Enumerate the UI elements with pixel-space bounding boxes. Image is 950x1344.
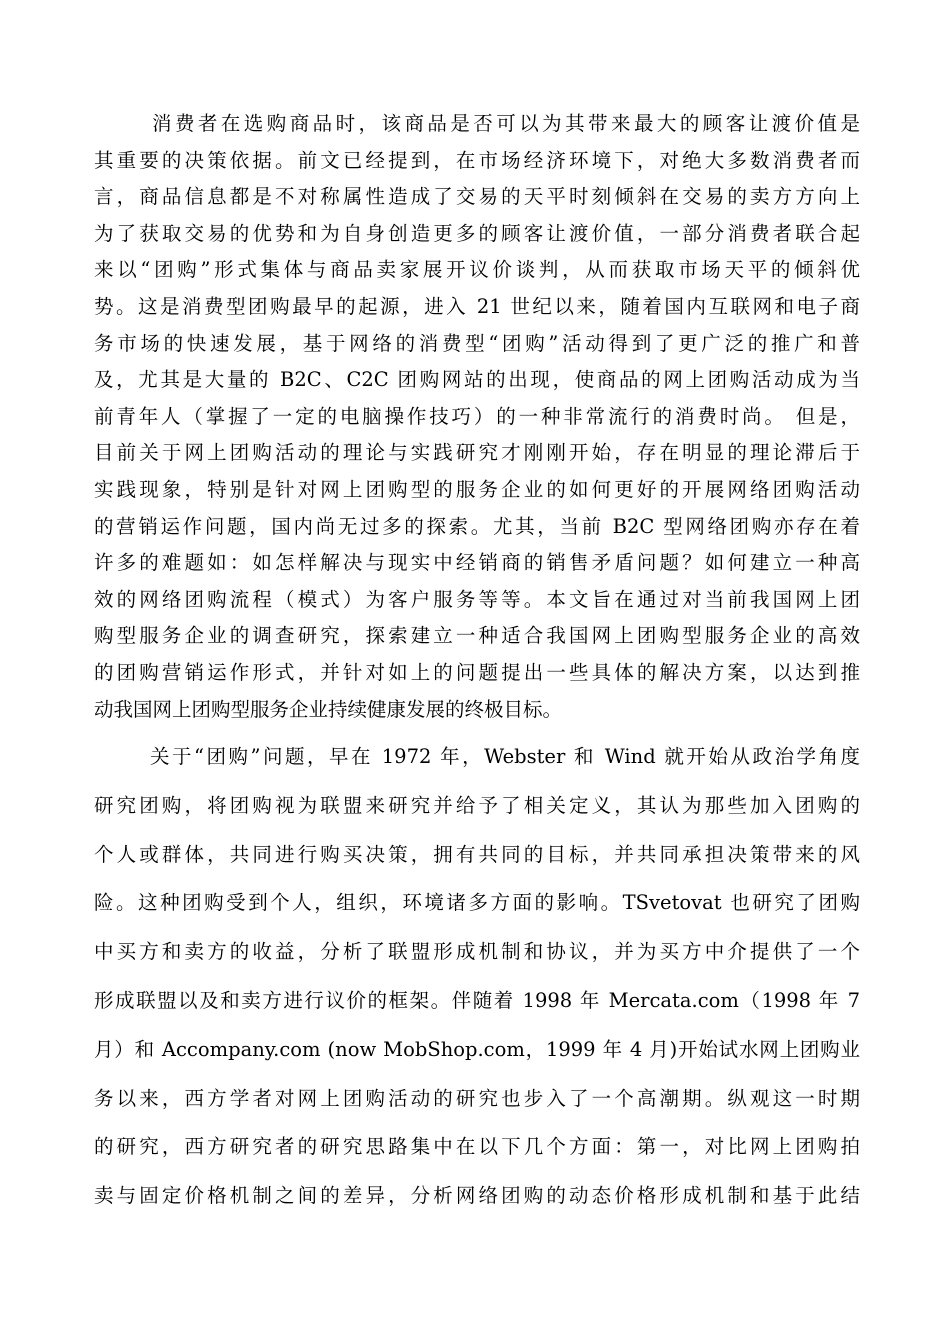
text-line: 研究团购，将团购视为联盟来研究并给予了相关定义，其认为那些加入团购的 — [94, 793, 860, 817]
text-line: 个人或群体，共同进行购买决策，拥有共同的目标，并共同承担决策带来的风 — [94, 842, 860, 866]
text-line: 消费者在选购商品时，该商品是否可以为其带来最大的顾客让渡价值是 — [152, 112, 860, 135]
text-line: 中买方和卖方的收益，分析了联盟形成机制和协议，并为买方中介提供了一个 — [94, 940, 860, 964]
text-line: 效的网络团购流程（模式）为客户服务等等。本文旨在通过对当前我国网上团 — [94, 587, 860, 611]
text-line: 务以来，西方学者对网上团购活动的研究也步入了一个高潮期。纵观这一时期 — [94, 1086, 860, 1110]
text-line: 关于“团购”问题，早在 1972 年，Webster 和 Wind 就开始从政治学角度 — [150, 745, 860, 768]
text-line: 目前关于网上团购活动的理论与实践研究才刚刚开始，存在明显的理论滞后于 — [94, 441, 860, 465]
text-line: 动我国网上团购型服务企业持续健康发展的终极目标。 — [94, 697, 563, 721]
text-line: 险。这种团购受到个人，组织，环境诸多方面的影响。TSvetovat 也研究了团购 — [94, 891, 860, 915]
text-line: 为了获取交易的优势和为自身创造更多的顾客让渡价值，一部分消费者联合起 — [94, 221, 860, 245]
text-line: 卖与固定价格机制之间的差异，分析网络团购的动态价格形成机制和基于此结 — [94, 1184, 860, 1208]
paragraph-research-history — [94, 733, 860, 1221]
text-line: 的营销运作问题，国内尚无过多的探索。尤其，当前 B2C 型网络团购亦存在着 — [94, 514, 860, 538]
text-line: 言，商品信息都是不对称属性造成了交易的天平时刻倾斜在交易的卖方方向上 — [94, 185, 860, 209]
text-line: 形成联盟以及和卖方进行议价的框架。伴随着 1998 年 Mercata.com（1998 年 7 — [94, 988, 860, 1012]
text-line: 务市场的快速发展，基于网络的消费型“团购”活动得到了更广泛的推广和普 — [94, 331, 860, 355]
text-line: 月）和 Accompany.com (now MobShop.com，1999 年 4 月)开始试水网上团购业 — [94, 1037, 860, 1061]
text-line: 购型服务企业的调查研究，探索建立一种适合我国网上团购型服务企业的高效 — [94, 624, 860, 648]
text-line: 其重要的决策依据。前文已经提到，在市场经济环境下，对绝大多数消费者而 — [94, 148, 860, 172]
paragraph-consumer-group-buying — [94, 106, 860, 728]
text-line: 势。这是消费型团购最早的起源，进入 21 世纪以来，随着国内互联网和电子商 — [94, 294, 860, 318]
text-line: 的研究，西方研究者的研究思路集中在以下几个方面：第一，对比网上团购拍 — [94, 1135, 860, 1159]
text-line: 及，尤其是大量的 B2C、C2C 团购网站的出现，使商品的网上团购活动成为当 — [94, 368, 860, 392]
text-line: 许多的难题如：如怎样解决与现实中经销商的销售矛盾问题？如何建立一种高 — [94, 551, 860, 575]
text-line: 实践现象，特别是针对网上团购型的服务企业的如何更好的开展网络团购活动 — [94, 477, 860, 501]
text-line: 的团购营销运作形式，并针对如上的问题提出一些具体的解决方案，以达到推 — [94, 660, 860, 684]
text-line: 来以“团购”形式集体与商品卖家展开议价谈判，从而获取市场天平的倾斜优 — [94, 258, 860, 282]
text-line: 前青年人（掌握了一定的电脑操作技巧）的一种非常流行的消费时尚。 但是， — [94, 404, 860, 428]
